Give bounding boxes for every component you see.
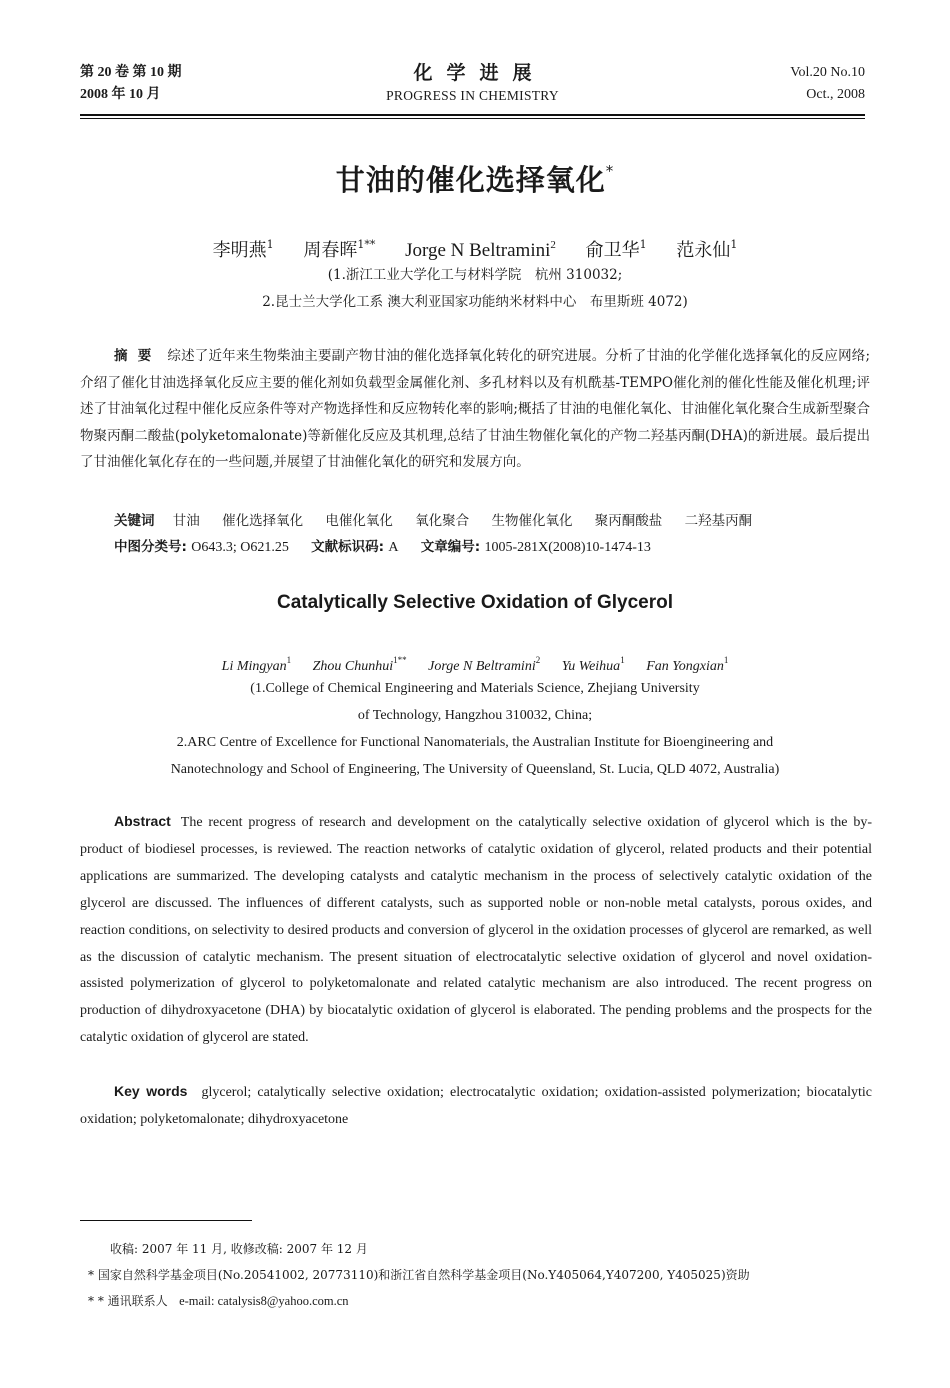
- footnotes: [88, 1236, 868, 1314]
- keyword-cn: 甘油: [172, 513, 200, 529]
- author-name: Yu Weihua: [561, 659, 621, 674]
- author-en: [312, 655, 407, 674]
- date-cn: 2008 年 10 月: [80, 87, 161, 102]
- journal-header: [80, 62, 865, 112]
- author-name: Jorge N Beltramini: [405, 240, 551, 261]
- author-cn: [586, 240, 647, 261]
- author-name: 李明燕: [212, 240, 267, 261]
- keywords-cn-label: 关键词: [114, 513, 155, 529]
- affiliation-line: 2.ARC Centre of Excellence for Functional Nanomaterials, the Australian Institute for Bioengineering and: [176, 735, 774, 750]
- article-title-en: Catalytically Selective Oxidation of Glycerol: [277, 592, 673, 613]
- keyword-cn: 电催化氧化: [325, 513, 393, 529]
- author-sup: 1: [730, 238, 738, 251]
- journal-name-cn: 化学进展: [413, 63, 546, 84]
- title-cn-text: 甘油的催化选择氧化: [335, 163, 606, 197]
- author-name: Zhou Chunhui: [312, 659, 394, 674]
- keywords-en-label: Key words: [114, 1083, 188, 1099]
- author-sup: 1: [620, 655, 625, 665]
- abstract-cn-text: 综述了近年来生物柴油主要副产物甘油的催化选择氧化转化的研究进展。分析了甘油的化学催化选择氧化的反应网络;介绍了催化甘油选择氧化反应主要的催化剂如负载型金属催化剂、多孔材料以及有机酰基-TEMPO催化剂的催化性能及催化机理;评述了甘油氧化过程中催化反应条件等对产物选择性和反应物转化率的影响;概括了甘油的电催化氧化、甘油催化氧化聚合生成新型聚合物聚丙酮二酸盐(polyketomalonate)等新催化反应及其机理,总结了甘油生物催化氧化的产物二羟基丙酮(DHA)的新进展。最后提出了甘油催化氧化存在的一些问题,并展望了甘油催化氧化的研究和发展方向。: [80, 348, 871, 471]
- author-sup: 1**: [393, 655, 407, 665]
- abstract-en: [80, 808, 872, 1052]
- header-rule-thin: [80, 118, 865, 119]
- footnote-received: 收稿: 2007 年 11 月, 收修改稿: 2007 年 12 月: [110, 1242, 368, 1256]
- author-name: Jorge N Beltramini: [428, 659, 536, 674]
- keywords-cn: [114, 508, 874, 534]
- volume-issue-cn: 第 20 卷 第 10 期: [80, 65, 182, 80]
- clc-label: 中图分类号:: [114, 539, 187, 555]
- author-en: [428, 655, 541, 674]
- author-sup: 1: [639, 238, 647, 251]
- keyword-cn: 二羟基丙酮: [684, 513, 753, 529]
- author-sup: 1: [723, 655, 729, 665]
- author-sup: 1**: [357, 238, 376, 251]
- doc-code-value: A: [388, 540, 399, 555]
- keyword-cn: 氧化聚合: [415, 513, 470, 529]
- affiliation-line: (1.浙江工业大学化工与材料学院 杭州 310032;: [327, 267, 623, 283]
- footnote-funding: * 国家自然科学基金项目(No.20541002, 20773110)和浙江省自然科学基金项目(No.Y405064,Y407200, Y405025)资助: [88, 1268, 750, 1282]
- contact-email: e-mail: catalysis8@yahoo.com.cn: [179, 1294, 349, 1308]
- author-sup: 2: [550, 239, 556, 251]
- article-number-value: 1005-281X(2008)10-1474-13: [484, 540, 651, 555]
- author-cn: [303, 240, 375, 261]
- footnote-contact: [88, 1288, 868, 1314]
- affiliation-line: of Technology, Hangzhou 310032, China;: [357, 708, 593, 723]
- affiliations-en: [80, 675, 870, 783]
- abstract-cn: [80, 343, 870, 476]
- author-name: 周春晖: [303, 240, 358, 261]
- affiliation-line: (1.College of Chemical Engineering and Materials Science, Zhejiang University: [250, 681, 700, 696]
- keyword-cn: 生物催化氧化: [491, 513, 573, 529]
- keyword-cn: 聚丙酮酸盐: [594, 513, 663, 529]
- keywords-en: [80, 1078, 872, 1133]
- author-sup: 2: [535, 655, 541, 665]
- author-en: [561, 655, 625, 674]
- abstract-en-text: The recent progress of research and development on the catalytically selective oxidation of glycerol which is the by-product of biodiesel processes, is reviewed. The reaction networks of catalytic oxidation of glycerol, related products and their potential applications are summarized. The developing catalysts and catalytic mechanism in the process of selectively catalytic oxidation of the glycerol are discussed. The influences of different catalysts, such as supported noble or non-noble metal catalysts, porous oxides, and reaction conditions, on selectivity to desired products and conversion of glycerol in the oxidation processes of glycerol are remarked, as well as the discussion of catalytic mechanism. The present situation of electrocatalytic selective oxidation of glycerol and novel oxidation-assisted polymerization of glycerol to polyketomalonate and related catalytic mechanism are also introduced. The recent progress on production of dihydroxyacetone (DHA) by biocatalytic oxidation of glycerol is elaborated. The pending problems and the prospects for the catalytic oxidation of glycerol are stated.: [80, 815, 872, 1046]
- author-cn: [213, 240, 274, 261]
- date-en: Oct., 2008: [806, 87, 865, 102]
- affiliations-cn: [0, 262, 950, 316]
- affiliation-line: Nanotechnology and School of Engineering, The University of Queensland, St. Lucia, QLD 4072, Australia): [170, 762, 780, 777]
- title-footnote-mark: *: [605, 162, 615, 180]
- author-name: 俞卫华: [585, 240, 640, 261]
- header-center: [80, 62, 865, 106]
- author-sup: 1: [286, 655, 292, 665]
- header-right: [790, 62, 865, 106]
- header-rule-thick: [80, 114, 865, 116]
- article-title-cn: [0, 158, 950, 199]
- volume-issue-en: Vol.20 No.10: [790, 65, 865, 80]
- article-number-label: 文章编号:: [420, 539, 481, 555]
- classification-cn: [114, 534, 874, 561]
- author-en: [221, 655, 292, 674]
- doc-code-label: 文献标识码:: [311, 539, 385, 555]
- author-name: Li Mingyan: [221, 659, 287, 674]
- author-name: Fan Yongxian: [646, 659, 724, 674]
- author-sup: 1: [266, 238, 274, 251]
- authors-cn: [0, 232, 950, 264]
- keyword-cn: 催化选择氧化: [222, 513, 304, 529]
- abstract-en-label: Abstract: [114, 813, 171, 829]
- journal-name-en: PROGRESS IN CHEMISTRY: [386, 88, 559, 103]
- author-en: [646, 655, 729, 674]
- contact-label: * * 通讯联系人: [88, 1294, 168, 1308]
- abstract-cn-label: 摘要: [114, 348, 162, 364]
- author-name: 范永仙: [676, 240, 731, 261]
- author-cn: [676, 240, 737, 261]
- affiliation-line: 2.昆士兰大学化工系 澳大利亚国家功能纳米材料中心 布里斯班 4072): [262, 294, 688, 310]
- keywords-en-text: glycerol; catalytically selective oxidation; electrocatalytic oxidation; oxidation-assisted polymerization; biocatalytic oxidation; polyketomalonate; dihydroxyacetone: [80, 1085, 872, 1127]
- author-cn: [405, 240, 556, 261]
- footnote-rule: [80, 1220, 252, 1221]
- clc-value: O643.3; O621.25: [191, 540, 289, 555]
